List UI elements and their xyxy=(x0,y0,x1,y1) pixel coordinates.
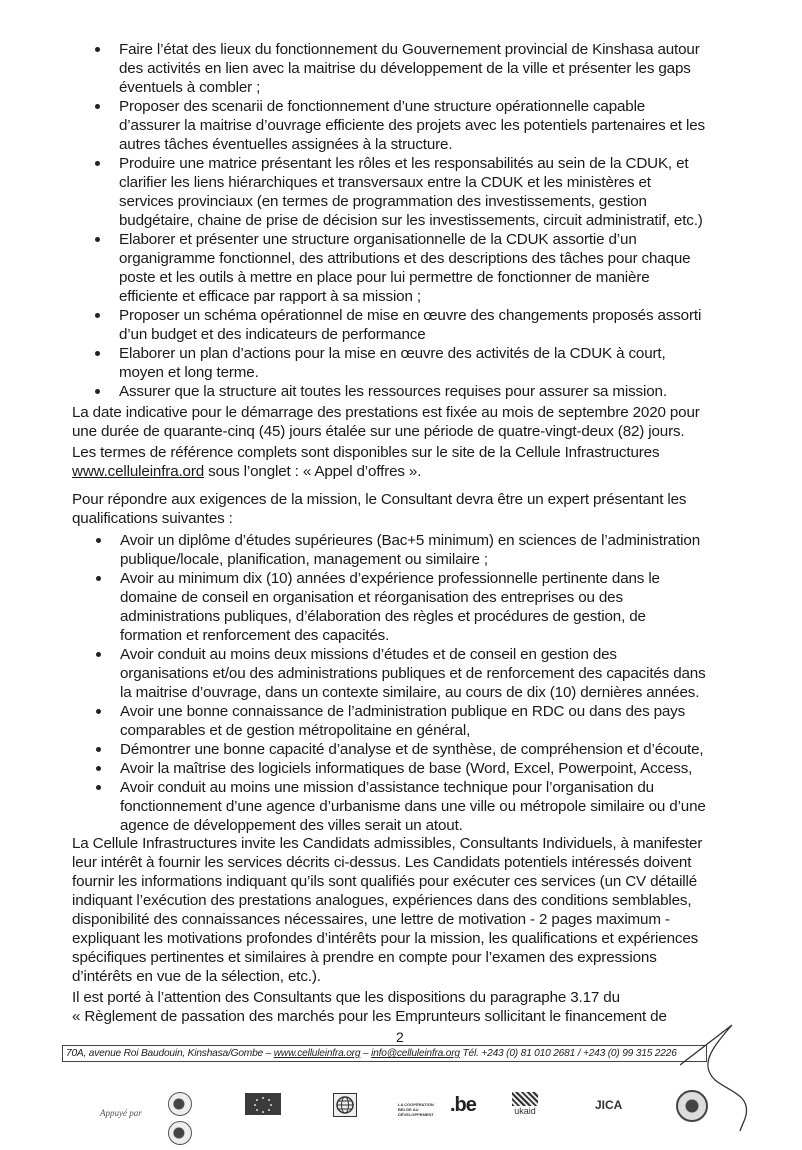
list-item: Avoir un diplôme d’études supérieures (Bac+5 minimum) en sciences de l’administration publique/locale, planification, management ou similaire ; xyxy=(94,531,724,569)
footer-contact-box: 70A, avenue Roi Baudouin, Kinshasa/Gombe – www.celluleinfra.org – info@celluleinfra.org Tél. +243 (0) 81 010 2681 / +243 (0) 99 315 2226 xyxy=(62,1045,707,1062)
bullet-icon xyxy=(96,766,101,771)
requirements-intro-paragraph: Pour répondre aux exigences de la mission, le Consultant devra être un expert présentant les qualifications suivantes : xyxy=(72,491,687,527)
list-item: Démontrer une bonne capacité d’analyse et de synthèse, de compréhension et d’écoute, xyxy=(94,740,724,759)
bullet-icon xyxy=(95,104,100,109)
bullet-icon xyxy=(96,747,101,752)
bullet-icon xyxy=(95,47,100,52)
list-item: Elaborer et présenter une structure organisationnelle de la CDUK assortie d’un organigramme fonctionnel, des attributions et des descriptions des tâches pour chaque poste et les outils à mettre en place pour lui permettre de fonctionner de manière efficiente et efficace par rapport à sa mission ; xyxy=(93,230,723,306)
attention-paragraph: Il est porté à l’attention des Consultants que les dispositions du paragraphe 3.17 du « Règlement de passation des marchés pour les Emprunteurs sollicitant le financement de xyxy=(72,989,667,1025)
bullet-icon xyxy=(96,785,101,790)
list-item: Produire une matrice présentant les rôles et les responsabilités au sein de la CDUK, et clarifier les liens hiérarchiques et transversaux entre la CDUK et les ministères et services provinciaux (en termes de programmation des investissements, gestion budgétaire, chaine de prise de décision sur les investissements, circuit administratif, etc.) xyxy=(93,154,723,230)
list-item: Avoir conduit au moins deux missions d’études et de conseil en gestion des organisations et/ou des administrations publiques et de renforcement des capacités dans la maitrise d’ouvrage, dans un contexte similaire, au cours de dix (10) dernières années. xyxy=(94,645,724,702)
sponsors-logos-row xyxy=(0,1080,802,1131)
belgian-cooperation-logo-icon: .be xyxy=(450,1094,476,1116)
bullet-icon xyxy=(95,389,100,394)
eu-flag-logo-icon xyxy=(245,1093,281,1115)
badea-logo-icon xyxy=(676,1090,708,1122)
footer-website-link[interactable]: www.celluleinfra.org xyxy=(273,1048,361,1059)
list-item: Avoir conduit au moins une mission d’assistance technique pour l’organisation du fonctionnement d’une agence d’urbanisme dans une ville ou métropole similaire ou d’une agence de développement des villes serait un atout. xyxy=(94,778,724,835)
belgian-cooperation-text: LA COOPÉRATION BELGE AU DÉVELOPPEMENT xyxy=(398,1102,434,1117)
website-link[interactable]: www.celluleinfra.ord xyxy=(72,463,205,480)
bullet-icon xyxy=(95,237,100,242)
terms-of-reference-paragraph: Les termes de référence complets sont disponibles sur le site de la Cellule Infrastructures www.celluleinfra.ord sous l’onglet : « Appel d’offres ». xyxy=(72,444,660,480)
page-number: 2 xyxy=(396,1029,404,1045)
jica-logo-icon: JICA xyxy=(595,1098,623,1112)
bullet-icon xyxy=(96,576,101,581)
list-item: Avoir une bonne connaissance de l’administration publique en RDC ou dans des pays comparables et de gestion métropolitaine en général, xyxy=(94,702,724,740)
list-item: Proposer des scenarii de fonctionnement d’une structure opérationnelle capable d’assurer la maitrise d’ouvrage efficiente des projets avec les potentiels partenaires et les autres tâches éventuelles assignées à la structure. xyxy=(93,97,723,154)
footer-email-link[interactable]: info@celluleinfra.org xyxy=(371,1048,460,1059)
bullet-icon xyxy=(96,709,101,714)
afdb-logo-icon xyxy=(168,1092,218,1116)
bullet-icon xyxy=(95,313,100,318)
list-item: Faire l’état des lieux du fonctionnement du Gouvernement provincial de Kinshasa autour des activités en lien avec la maitrise du développement de la ville et présenter les gaps éventuels à combler ; xyxy=(93,40,723,97)
list-item: Proposer un schéma opérationnel de mise en œuvre des changements proposés assorti d’un budget et des indicateurs de performance xyxy=(93,306,723,344)
bullet-icon xyxy=(96,538,101,543)
bullet-icon xyxy=(95,161,100,166)
mission-tasks-list xyxy=(93,40,723,401)
bullet-icon xyxy=(95,351,100,356)
invitation-paragraph: La Cellule Infrastructures invite les Candidats admissibles, Consultants Individuels, à manifester leur intérêt à fournir les services décrits ci-dessus. Les Candidats potentiels intéressés doivent fournir les informations indiquant qu’ils sont qualifiés pour exécuter ces services (un CV détaillé indiquant l’exécution des prestations analogues, expériences dans des conditions semblables, disponibilité des connaissances nécessaires, une lettre de motivation - 2 pages maximum - expliquant les motivations profondes d’intérêts pour la mission, les qualifications et expériences spécifiques pertinentes et similaires à prendre en compte pour l’examen des expressions d’intérêts en vue de la sélection, etc.). xyxy=(72,835,703,985)
list-item: Avoir la maîtrise des logiciels informatiques de base (Word, Excel, Powerpoint, Access, xyxy=(94,759,724,778)
list-item: Avoir au minimum dix (10) années d’expérience professionnelle pertinente dans le domaine de conseil en organisation et réorganisation des entreprises ou des administrations publiques, d’élaboration des règles et procédures de gestion, de formation et renforcement des capacités. xyxy=(94,569,724,645)
bullet-icon xyxy=(96,652,101,657)
qualifications-list xyxy=(94,531,724,835)
start-date-paragraph: La date indicative pour le démarrage des prestations est fixée au mois de septembre 2020 pour une durée de quarante-cinq (45) jours étalée sur une période de quatre-vingt-deux (82) jours. xyxy=(72,404,700,440)
list-item: Assurer que la structure ait toutes les ressources requises pour assurer sa mission. xyxy=(93,382,723,401)
supported-by-label: Appuyé par xyxy=(100,1108,142,1118)
world-bank-logo-icon xyxy=(333,1093,357,1117)
ukaid-logo-icon: ukaid xyxy=(512,1092,538,1116)
list-item: Elaborer un plan d’actions pour la mise en œuvre des activités de la CDUK à court, moyen et long terme. xyxy=(93,344,723,382)
